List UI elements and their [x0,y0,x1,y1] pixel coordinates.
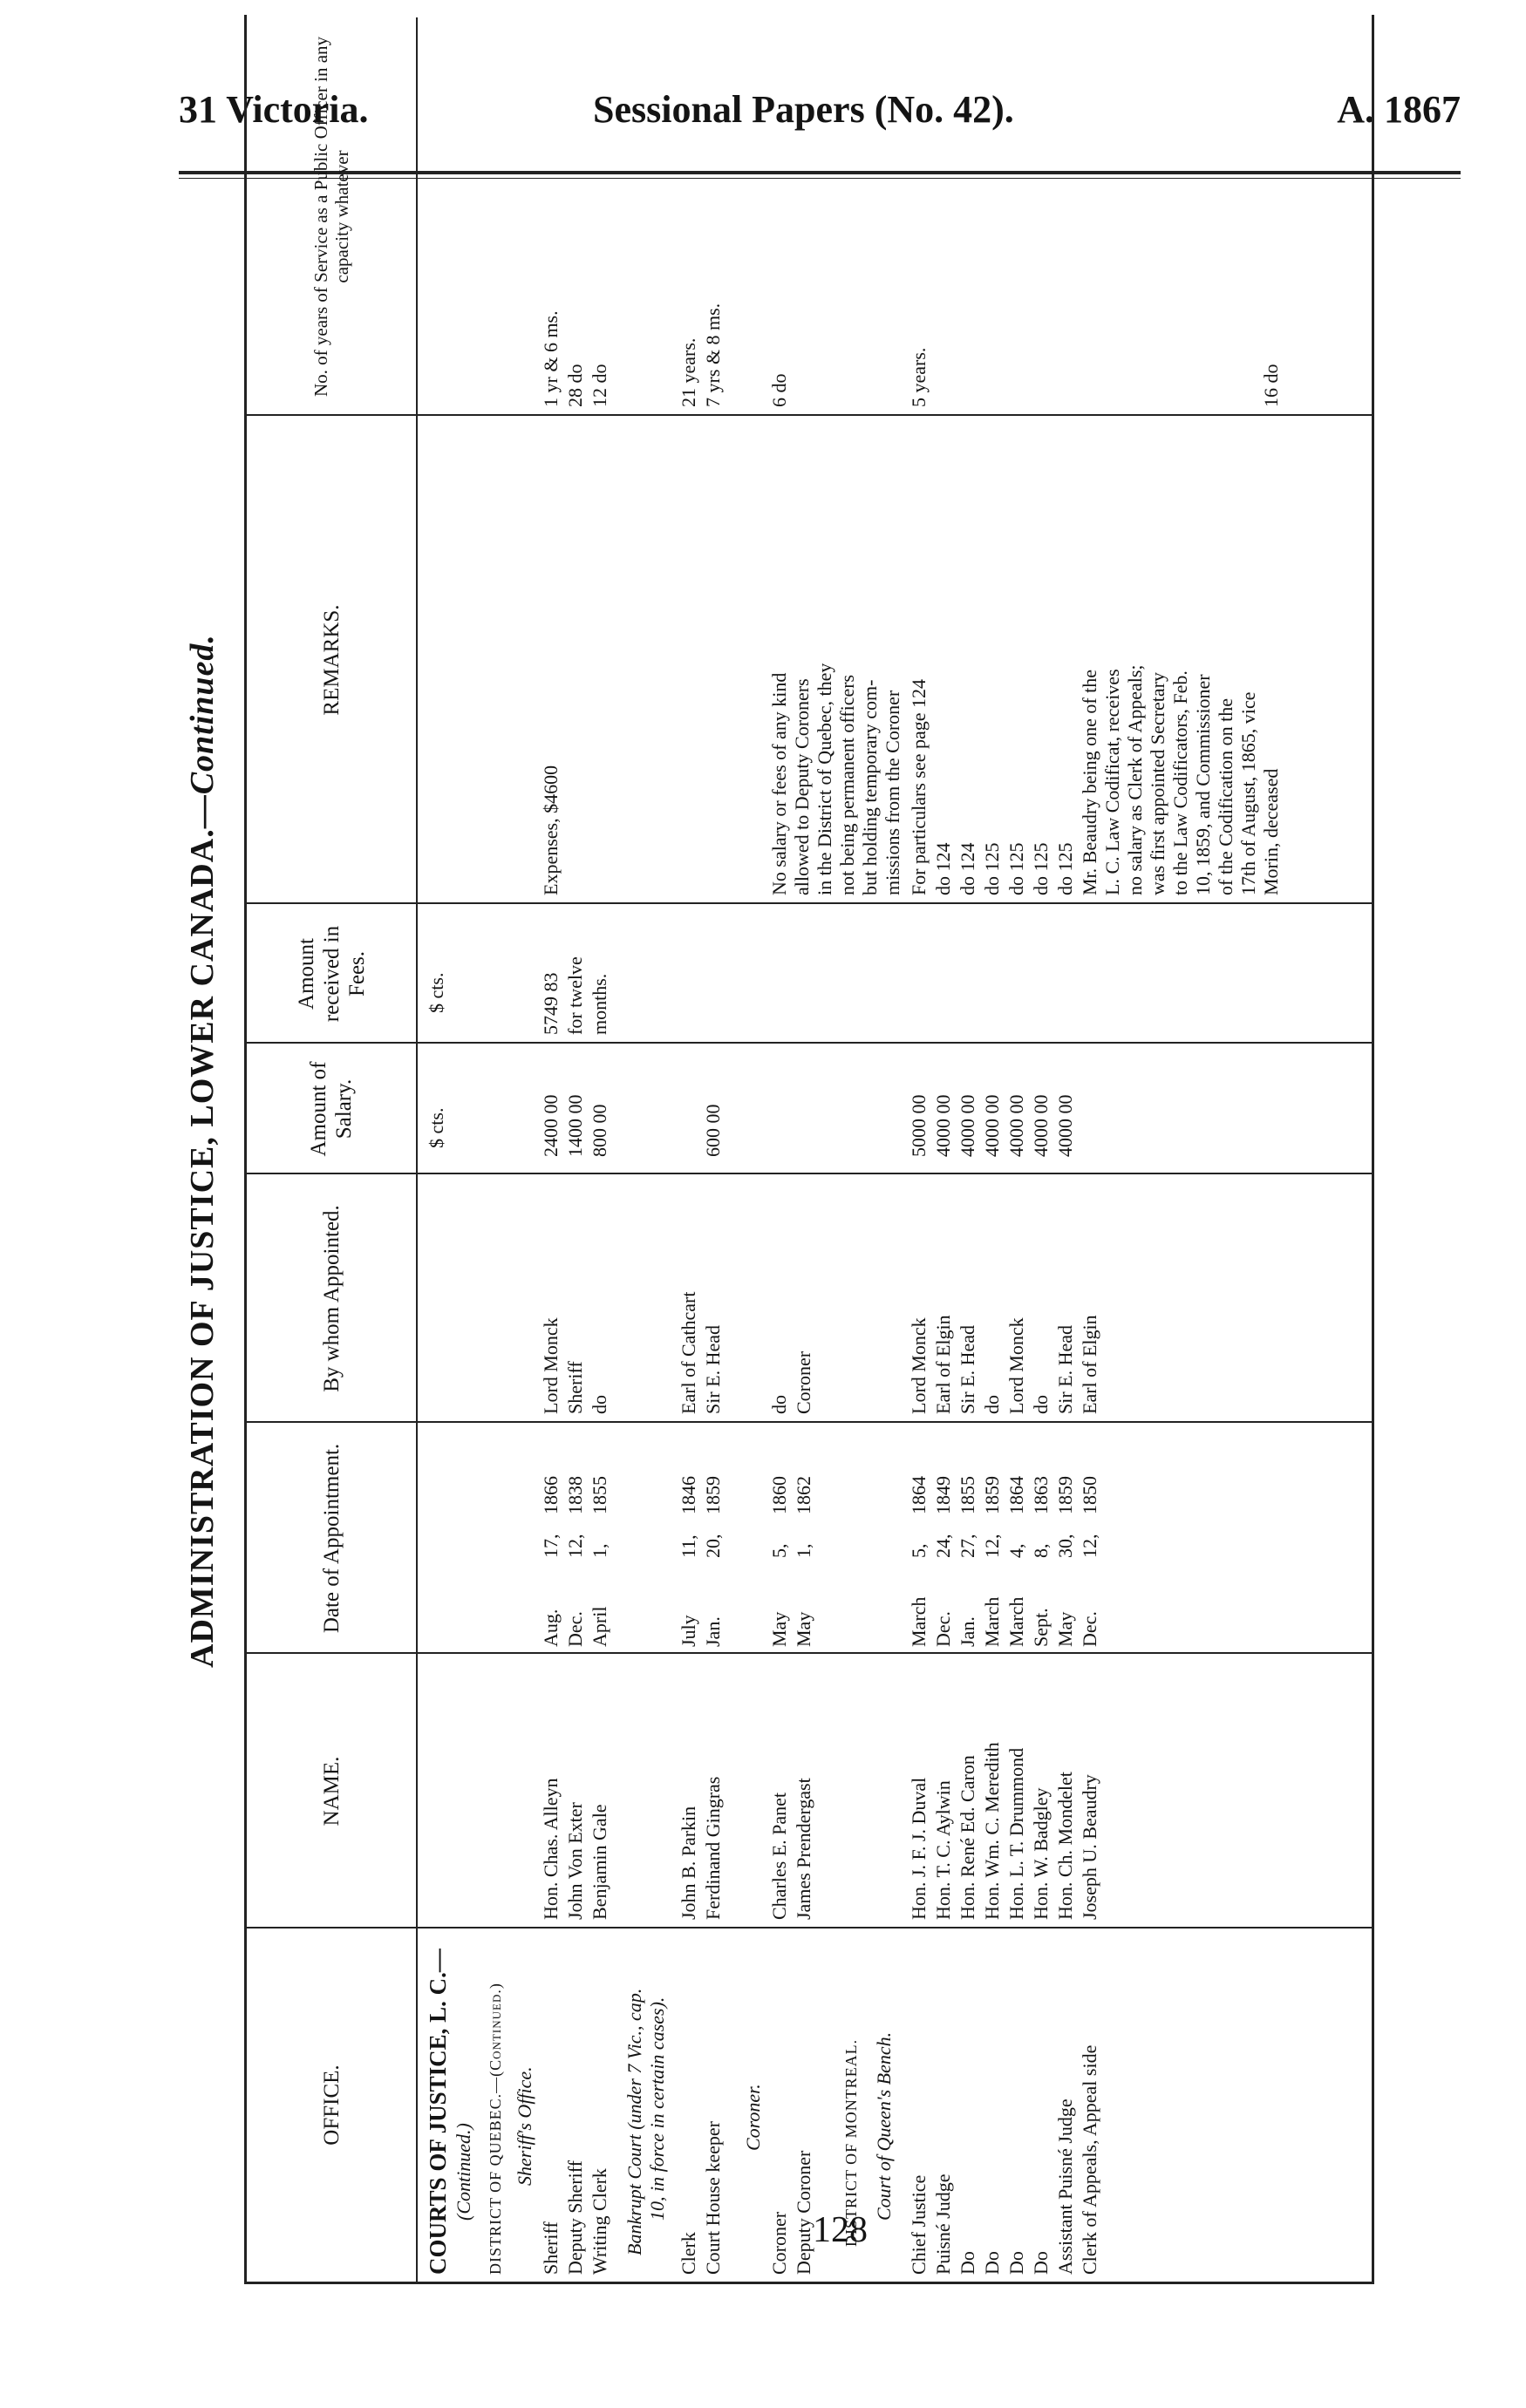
montreal-row-remarks: do 124 [932,842,954,895]
coroner-remark-line: not being permanent officers [836,674,858,895]
section-coroner: Coroner. [742,2084,764,2151]
sheriff-row-appointed-by: do [589,1395,610,1414]
beaudry-remark-line: Mr. Beaudry being one of the [1079,669,1100,895]
montreal-row-salary: 4000 00 [1054,1094,1076,1157]
fees-unit: $ cts. [426,972,447,1013]
sheriff-row-fees: 5749 83 [540,972,562,1035]
table-row [793,15,815,2282]
section-sheriffs-office: Sheriff's Office. [514,2066,535,2186]
beaudry-remark-line: L. C. Law Codificat, receives [1101,669,1123,895]
header-office: OFFICE. [247,1928,418,2282]
coroner-remark-line: missions from the Coroner [882,690,903,895]
montreal-row-year: 1864 [908,1476,930,1514]
montreal-row-name: Hon. W. Badgley [1030,1787,1052,1920]
bankrupt-row-years: 7 yrs & 8 ms. [702,303,724,407]
coroner-row-day: 1, [793,1543,814,1558]
montreal-row-remarks: do 125 [1054,842,1076,895]
rotated-table-page [183,17,1378,2284]
coroner-remark-line: but holding temporary com- [859,679,881,895]
montreal-row-appointed-by: Sir E. Head [1054,1324,1076,1414]
coroner-row-day: 5, [768,1543,790,1558]
coroner-row-month: May [768,1611,790,1647]
table-row [957,15,979,2282]
header-date: Date of Appointment. [247,1423,418,1654]
coroner-row-year: 1860 [768,1476,790,1514]
coroner-row-years: 6 do [768,373,790,407]
montreal-row-appointed-by: Sir E. Head [957,1324,978,1414]
sheriff-row-salary: 800 00 [589,1104,610,1157]
montreal-row-office: Clerk of Appeals, Appeal side [1079,2044,1100,2275]
bankrupt-row-years: 21 years. [678,337,699,407]
table-row [589,15,611,2282]
montreal-row-month: March [981,1596,1003,1647]
bankrupt-row-appointed-by: Sir E. Head [702,1324,724,1414]
montreal-row-day: 12, [1079,1534,1100,1558]
bankrupt-row-salary: 600 00 [702,1104,724,1157]
header-title: Sessional Papers (No. 42). [593,88,1014,131]
montreal-row-appointed-by: Lord Monck [1005,1317,1027,1414]
montreal-row-name: Hon. T. C. Aylwin [932,1780,954,1920]
montreal-row-month: Sept. [1030,1608,1052,1647]
page-number: 128 [813,2210,868,2250]
sheriff-row-office: Deputy Sheriff [564,2160,586,2275]
section-courts: COURTS OF JUSTICE, L. C.— [425,1949,451,2275]
montreal-row-salary: 4000 00 [1005,1094,1027,1157]
section-queens-bench: Court of Queen's Bench. [873,2031,895,2221]
bankrupt-row-name: John B. Parkin [678,1806,699,1920]
coroner-remark-line: in the District of Quebec, they [814,663,835,895]
sheriff-row-name: Benjamin Gale [589,1804,610,1920]
montreal-row-office: Do [1030,2251,1052,2275]
sheriff-row-years: 12 do [589,364,610,407]
bankrupt-row-office: Clerk [678,2232,699,2275]
beaudry-remark-line: to the Law Codificators, Feb. [1169,670,1191,895]
header-by-whom: By whom Appointed. [247,1174,418,1423]
beaudry-remark-line: 10, 1859, and Commissioner [1192,674,1214,895]
montreal-row-month: Jan. [957,1616,978,1647]
section-bankrupt-1: Bankrupt Court (under 7 Vic., cap. [623,1988,645,2255]
bankrupt-row-day: 20, [702,1534,724,1558]
montreal-row-years: 5 years. [908,347,930,407]
beaudry-remark-line: of the Codification on the [1215,697,1236,895]
coroner-row-appointed-by: do [768,1395,790,1414]
sheriff-row-month: Dec. [564,1611,586,1647]
montreal-row-appointed-by: do [981,1395,1003,1414]
montreal-row-office: Puisné Judge [932,2173,954,2275]
coroner-remark-line: No salary or fees of any kind [768,672,790,895]
table-row [702,15,725,2282]
sheriff-row-day: 12, [564,1534,586,1558]
montreal-row-name: Hon. J. F. J. Duval [908,1777,930,1920]
beaudry-years: 16 do [1260,364,1282,407]
section-district-montreal: DISTRICT OF MONTREAL. [842,2038,860,2247]
bankrupt-row-office: Court House keeper [702,2121,724,2275]
montreal-row-year: 1855 [957,1476,978,1514]
bankrupt-row-year: 1846 [678,1476,699,1514]
montreal-row-year: 1859 [981,1476,1003,1514]
montreal-row-salary: 4000 00 [957,1094,978,1157]
beaudry-remark-line: was first appointed Secretary [1147,672,1168,895]
table-title: ADMINISTRATION OF JUSTICE, LOWER CANADA.—Continued. [184,634,221,1668]
montreal-row-year: 1849 [932,1476,954,1514]
sheriff-row-day: 17, [540,1534,562,1558]
montreal-row-office: Assistant Puisné Judge [1054,2098,1076,2275]
table-row [981,15,1004,2282]
justice-table [244,15,1374,2284]
bankrupt-row-year: 1859 [702,1476,724,1514]
montreal-row-office: Do [1005,2251,1027,2275]
sheriff-row-appointed-by: Sheriff [564,1361,586,1414]
montreal-row-year: 1863 [1030,1476,1052,1514]
sheriff-row-salary: 1400 00 [564,1094,586,1157]
montreal-row-year: 1864 [1005,1476,1027,1514]
bankrupt-row-appointed-by: Earl of Cathcart [678,1291,699,1414]
bankrupt-row-name: Ferdinand Gingras [702,1776,724,1920]
sheriff-row-salary: 2400 00 [540,1094,562,1157]
montreal-row-name: Hon. Wm. C. Meredith [981,1742,1003,1920]
montreal-row-remarks: do 124 [957,842,978,895]
montreal-row-appointed-by: Earl of Elgin [1079,1315,1100,1414]
montreal-row-day: 30, [1054,1534,1076,1558]
sheriff-row-office: Sheriff [540,2221,562,2275]
table-row [1079,15,1101,2282]
sheriff-row-office: Writing Clerk [589,2168,610,2275]
header-years: No. of years of Service as a Public Officer in any capacity whatever [247,17,418,416]
header-salary: Amount of Salary. [247,1044,418,1174]
coroner-row-name: Charles E. Panet [768,1792,790,1920]
sheriff-row-month: April [589,1606,610,1647]
montreal-row-day: 27, [957,1534,978,1558]
salary-unit: $ cts. [426,1107,447,1148]
section-courts-cont: (Continued.) [453,2123,474,2221]
montreal-row-month: Dec. [1079,1611,1100,1647]
section-bankrupt-2: 10, in force in certain cases). [646,1996,668,2221]
montreal-row-salary: 4000 00 [932,1094,954,1157]
header-remarks: REMARKS. [247,416,418,904]
montreal-row-appointed-by: Earl of Elgin [932,1315,954,1414]
coroner-row-appointed-by: Coroner [793,1350,814,1414]
sheriff-row-fees: for twelve [564,956,586,1035]
montreal-row-name: Hon. L. T. Drummond [1005,1747,1027,1920]
header-year: A. 1867 [1337,88,1461,131]
table-row [540,15,562,2282]
sheriff-row-remarks: Expenses, $4600 [540,765,562,895]
montreal-row-remarks: do 125 [1005,842,1027,895]
sheriff-row-month: Aug. [540,1609,562,1647]
montreal-row-month: Dec. [932,1611,954,1647]
sheriff-row-appointed-by: Lord Monck [540,1317,562,1414]
table-row [908,15,930,2282]
montreal-row-office: Chief Justice [908,2174,930,2275]
montreal-row-appointed-by: Lord Monck [908,1317,930,1414]
montreal-row-year: 1850 [1079,1476,1100,1514]
montreal-row-remarks: For particulars see page 124 [908,678,930,895]
montreal-row-month: March [908,1596,930,1647]
table-row [1054,15,1077,2282]
sheriff-row-name: Hon. Chas. Alleyn [540,1778,562,1920]
sheriff-row-day: 1, [589,1543,610,1558]
coroner-row-name: James Prendergast [793,1778,814,1920]
montreal-row-remarks: do 125 [981,842,1003,895]
table-row [932,15,955,2282]
coroner-remark-line: allowed to Deputy Coroners [791,678,813,895]
coroner-row-year: 1862 [793,1476,814,1514]
montreal-row-salary: 4000 00 [1030,1094,1052,1157]
table-row [564,15,587,2282]
montreal-row-day: 4, [1005,1543,1027,1558]
beaudry-remark-line: no salary as Clerk of Appeals; [1124,664,1146,895]
table-row [678,15,700,2282]
bankrupt-row-month: July [678,1615,699,1647]
montreal-row-day: 24, [932,1534,954,1558]
header-name: NAME. [247,1654,418,1928]
montreal-row-salary: 5000 00 [908,1094,930,1157]
montreal-row-remarks: do 125 [1030,842,1052,895]
coroner-row-month: May [793,1611,814,1647]
montreal-row-month: March [1005,1596,1027,1647]
montreal-row-salary: 4000 00 [981,1094,1003,1157]
sheriff-row-years: 28 do [564,364,586,407]
montreal-row-name: Hon. Ch. Mondelet [1054,1772,1076,1920]
bankrupt-row-day: 11, [678,1534,699,1558]
montreal-row-day: 5, [908,1543,930,1558]
table-row [1030,15,1053,2282]
coroner-row-office: Coroner [768,2211,790,2275]
table-row [768,15,791,2282]
beaudry-remark-line: Morin, deceased [1260,768,1282,895]
montreal-row-day: 8, [1030,1543,1052,1558]
header-session: 31 Victoria. [179,88,369,131]
table-row [1005,15,1028,2282]
header-fees: Amount received in Fees. [247,904,418,1044]
montreal-row-day: 12, [981,1534,1003,1558]
montreal-row-year: 1859 [1054,1476,1076,1514]
montreal-row-name: Joseph U. Beaudry [1079,1774,1100,1920]
montreal-row-month: May [1054,1611,1076,1647]
montreal-row-office: Do [957,2251,978,2275]
montreal-row-appointed-by: do [1030,1395,1052,1414]
section-district-quebec: DISTRICT OF QUEBEC.—(Continued.) [487,1983,504,2275]
beaudry-remark-line: 17th of August, 1865, vice [1237,691,1259,895]
montreal-row-name: Hon. René Ed. Caron [957,1755,978,1920]
coroner-row-office: Deputy Coroner [793,2150,814,2275]
montreal-row-office: Do [981,2251,1003,2275]
sheriff-row-year: 1866 [540,1476,562,1514]
sheriff-row-year: 1855 [589,1476,610,1514]
sheriff-row-fees: months. [589,973,610,1035]
sheriff-row-name: John Von Exter [564,1802,586,1920]
sheriff-row-years: 1 yr & 6 ms. [540,310,562,407]
bankrupt-row-month: Jan. [702,1616,724,1647]
sheriff-row-year: 1838 [564,1476,586,1514]
